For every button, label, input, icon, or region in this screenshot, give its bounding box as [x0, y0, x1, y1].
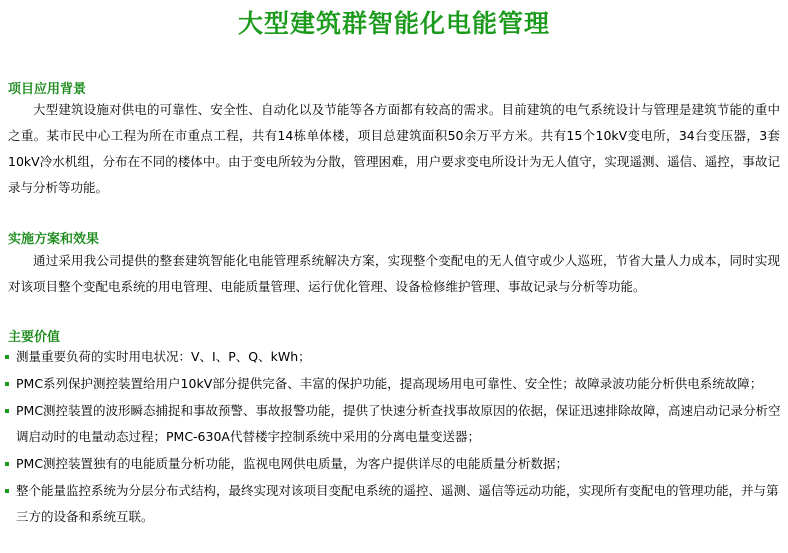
list-item-text: PMC测控装置独有的电能质量分析功能，监视电网供电质量，为客户提供详尽的电能质量分析数据；: [16, 456, 569, 471]
list-item: [4, 398, 784, 450]
bullet-icon: [5, 382, 9, 386]
page-title: 大型建筑群智能化电能管理: [237, 9, 550, 38]
value-list: [4, 344, 784, 531]
list-item: [4, 344, 784, 370]
list-item-text: PMC系列保护测控装置给用户10kV部分提供完备、丰富的保护功能，提高现场用电可靠性、安全性；故障录波功能分析供电系统故障；: [16, 376, 763, 391]
bullet-icon: [5, 462, 9, 466]
list-item-text: 测量重要负荷的实时用电状况：V、I、P、Q、kWh；: [16, 349, 311, 364]
list-item: [4, 451, 784, 477]
section-heading-solution: 实施方案和效果: [8, 232, 100, 247]
list-item: [4, 478, 784, 530]
list-item: [4, 371, 784, 397]
bullet-icon: [5, 355, 9, 359]
background-paragraph: 大型建筑设施对供电的可靠性、安全性、自动化以及节能等各方面都有较高的需求。目前建筑的电气系统设计与管理是建筑节能的重中之重。某市民中心工程为所在市重点工程，共有14栋单体楼，项目总建筑面积50余万平方米。共有15个10kV变电所，34台变压器，3套10kV冷水机组，分布在不同的楼体中。由于变电所较为分散，管理困难，用户要求变电所设计为无人值守，实现遥测、遥信、遥控，事故记录与分析等功能。: [8, 102, 780, 195]
section-heading-background: 项目应用背景: [8, 82, 87, 97]
list-item-text: 整个能量监控系统为分层分布式结构，最终实现对该项目变配电系统的遥控、遥测、遥信等远动功能，实现所有变配电的管理功能，并与第三方的设备和系统互联。: [16, 483, 779, 524]
solution-paragraph: 通过采用我公司提供的整套建筑智能化电能管理系统解决方案，实现整个变配电的无人值守或少人巡班，节省大量人力成本，同时实现对该项目整个变配电系统的用电管理、电能质量管理、运行优化管理、设备检修维护管理、事故记录与分析等功能。: [8, 253, 780, 294]
bullet-icon: [5, 409, 9, 413]
section-heading-value: 主要价值: [8, 330, 61, 345]
list-item-text: PMC测控装置的波形瞬态捕捉和事故预警、事故报警功能，提供了快速分析查找事故原因的依据，保证迅速排除故障，高速启动记录分析空调启动时的电量动态过程；PMC-630A代替楼宇控制系统中采用的分离电量变送器；: [16, 403, 781, 444]
bullet-icon: [5, 489, 9, 493]
